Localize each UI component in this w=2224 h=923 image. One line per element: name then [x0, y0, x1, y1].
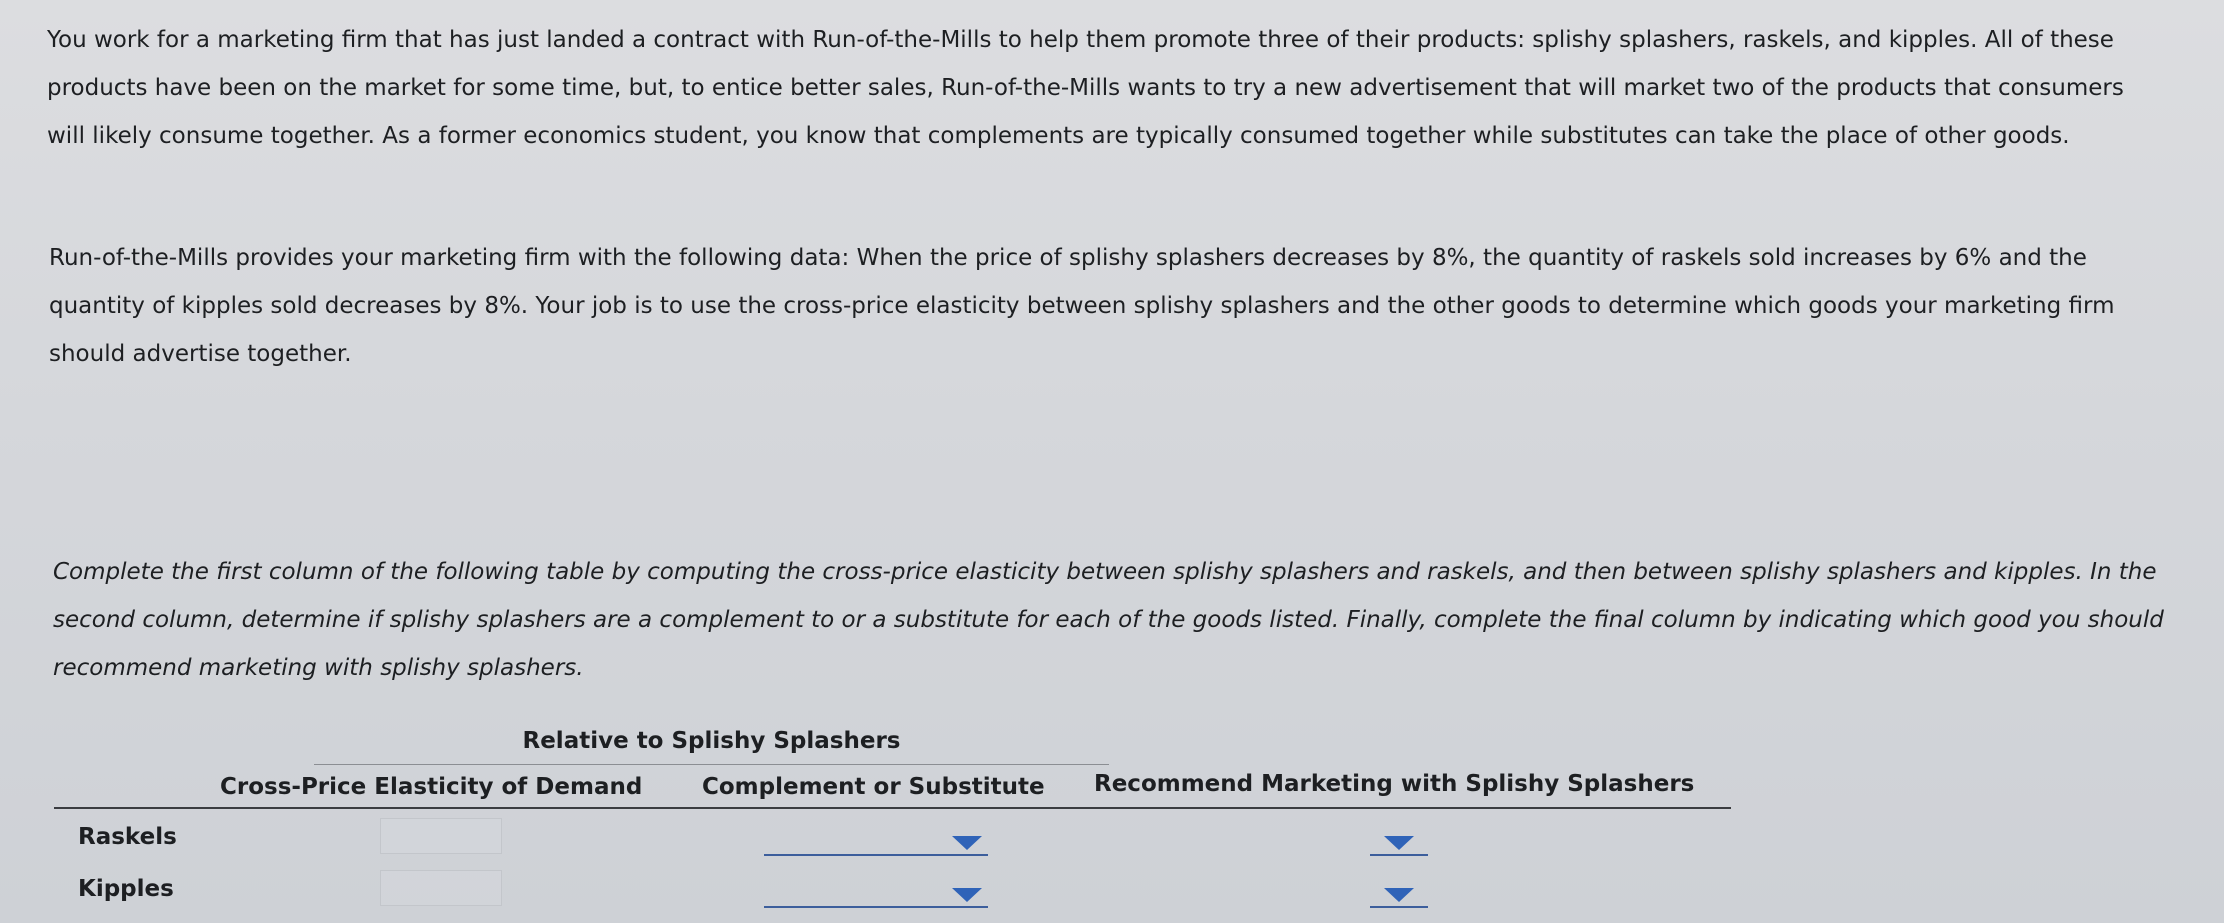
- chevron-down-icon: [1384, 836, 1414, 850]
- data-paragraph: Run-of-the-Mills provides your marketing firm with the following data: When the price of splishy splashers decreases by 8%, the quantity of raskels sold increases by 6% and the quantity of kipples sold decreases by 8%. Your job is to use the cross-price elasticity between splishy splashers and the other goods to determine which goods your marketing firm should advertise together.: [49, 245, 2115, 367]
- raskels-recommend-dropdown[interactable]: [1370, 824, 1428, 856]
- chevron-down-icon: [1384, 888, 1414, 902]
- intro-paragraph: You work for a marketing firm that has just landed a contract with Run-of-the-Mills to help them promote three of their products: splishy splashers, raskels, and kipples. All of these products have been on the market for some time, but, to entice better sales, Run-of-the-Mills wants to try a new advertisement that will market two of the products that consumers will likely consume together. As a former economics student, you know that complements are typically consumed together while substitutes can take the place of other goods.: [47, 27, 2124, 149]
- header-divider: [54, 807, 1731, 809]
- raskels-elasticity-input[interactable]: [380, 818, 502, 854]
- group-header: Relative to Splishy Splashers: [314, 728, 1109, 765]
- column-header-recommend: Recommend Marketing with Splishy Splashers: [1094, 771, 1695, 797]
- column-header-elasticity: Cross-Price Elasticity of Demand: [220, 774, 643, 800]
- elasticity-table: [54, 718, 1734, 923]
- row-label-raskels: Raskels: [78, 824, 177, 850]
- column-header-relationship: Complement or Substitute: [702, 774, 1045, 800]
- kipples-elasticity-input[interactable]: [380, 870, 502, 906]
- kipples-relationship-dropdown[interactable]: [764, 876, 988, 908]
- instructions-paragraph: Complete the first column of the following table by computing the cross-price elasticity between splishy splashers and raskels, and then between splishy splashers and kipples. In the second column, determine if splishy splashers are a complement to or a substitute for each of the goods listed. Finally, complete the final column by indicating which good you should recommend marketing with splishy splashers.: [53, 559, 2164, 681]
- raskels-relationship-dropdown[interactable]: [764, 824, 988, 856]
- chevron-down-icon: [952, 836, 982, 850]
- chevron-down-icon: [952, 888, 982, 902]
- kipples-recommend-dropdown[interactable]: [1370, 876, 1428, 908]
- row-label-kipples: Kipples: [78, 876, 174, 902]
